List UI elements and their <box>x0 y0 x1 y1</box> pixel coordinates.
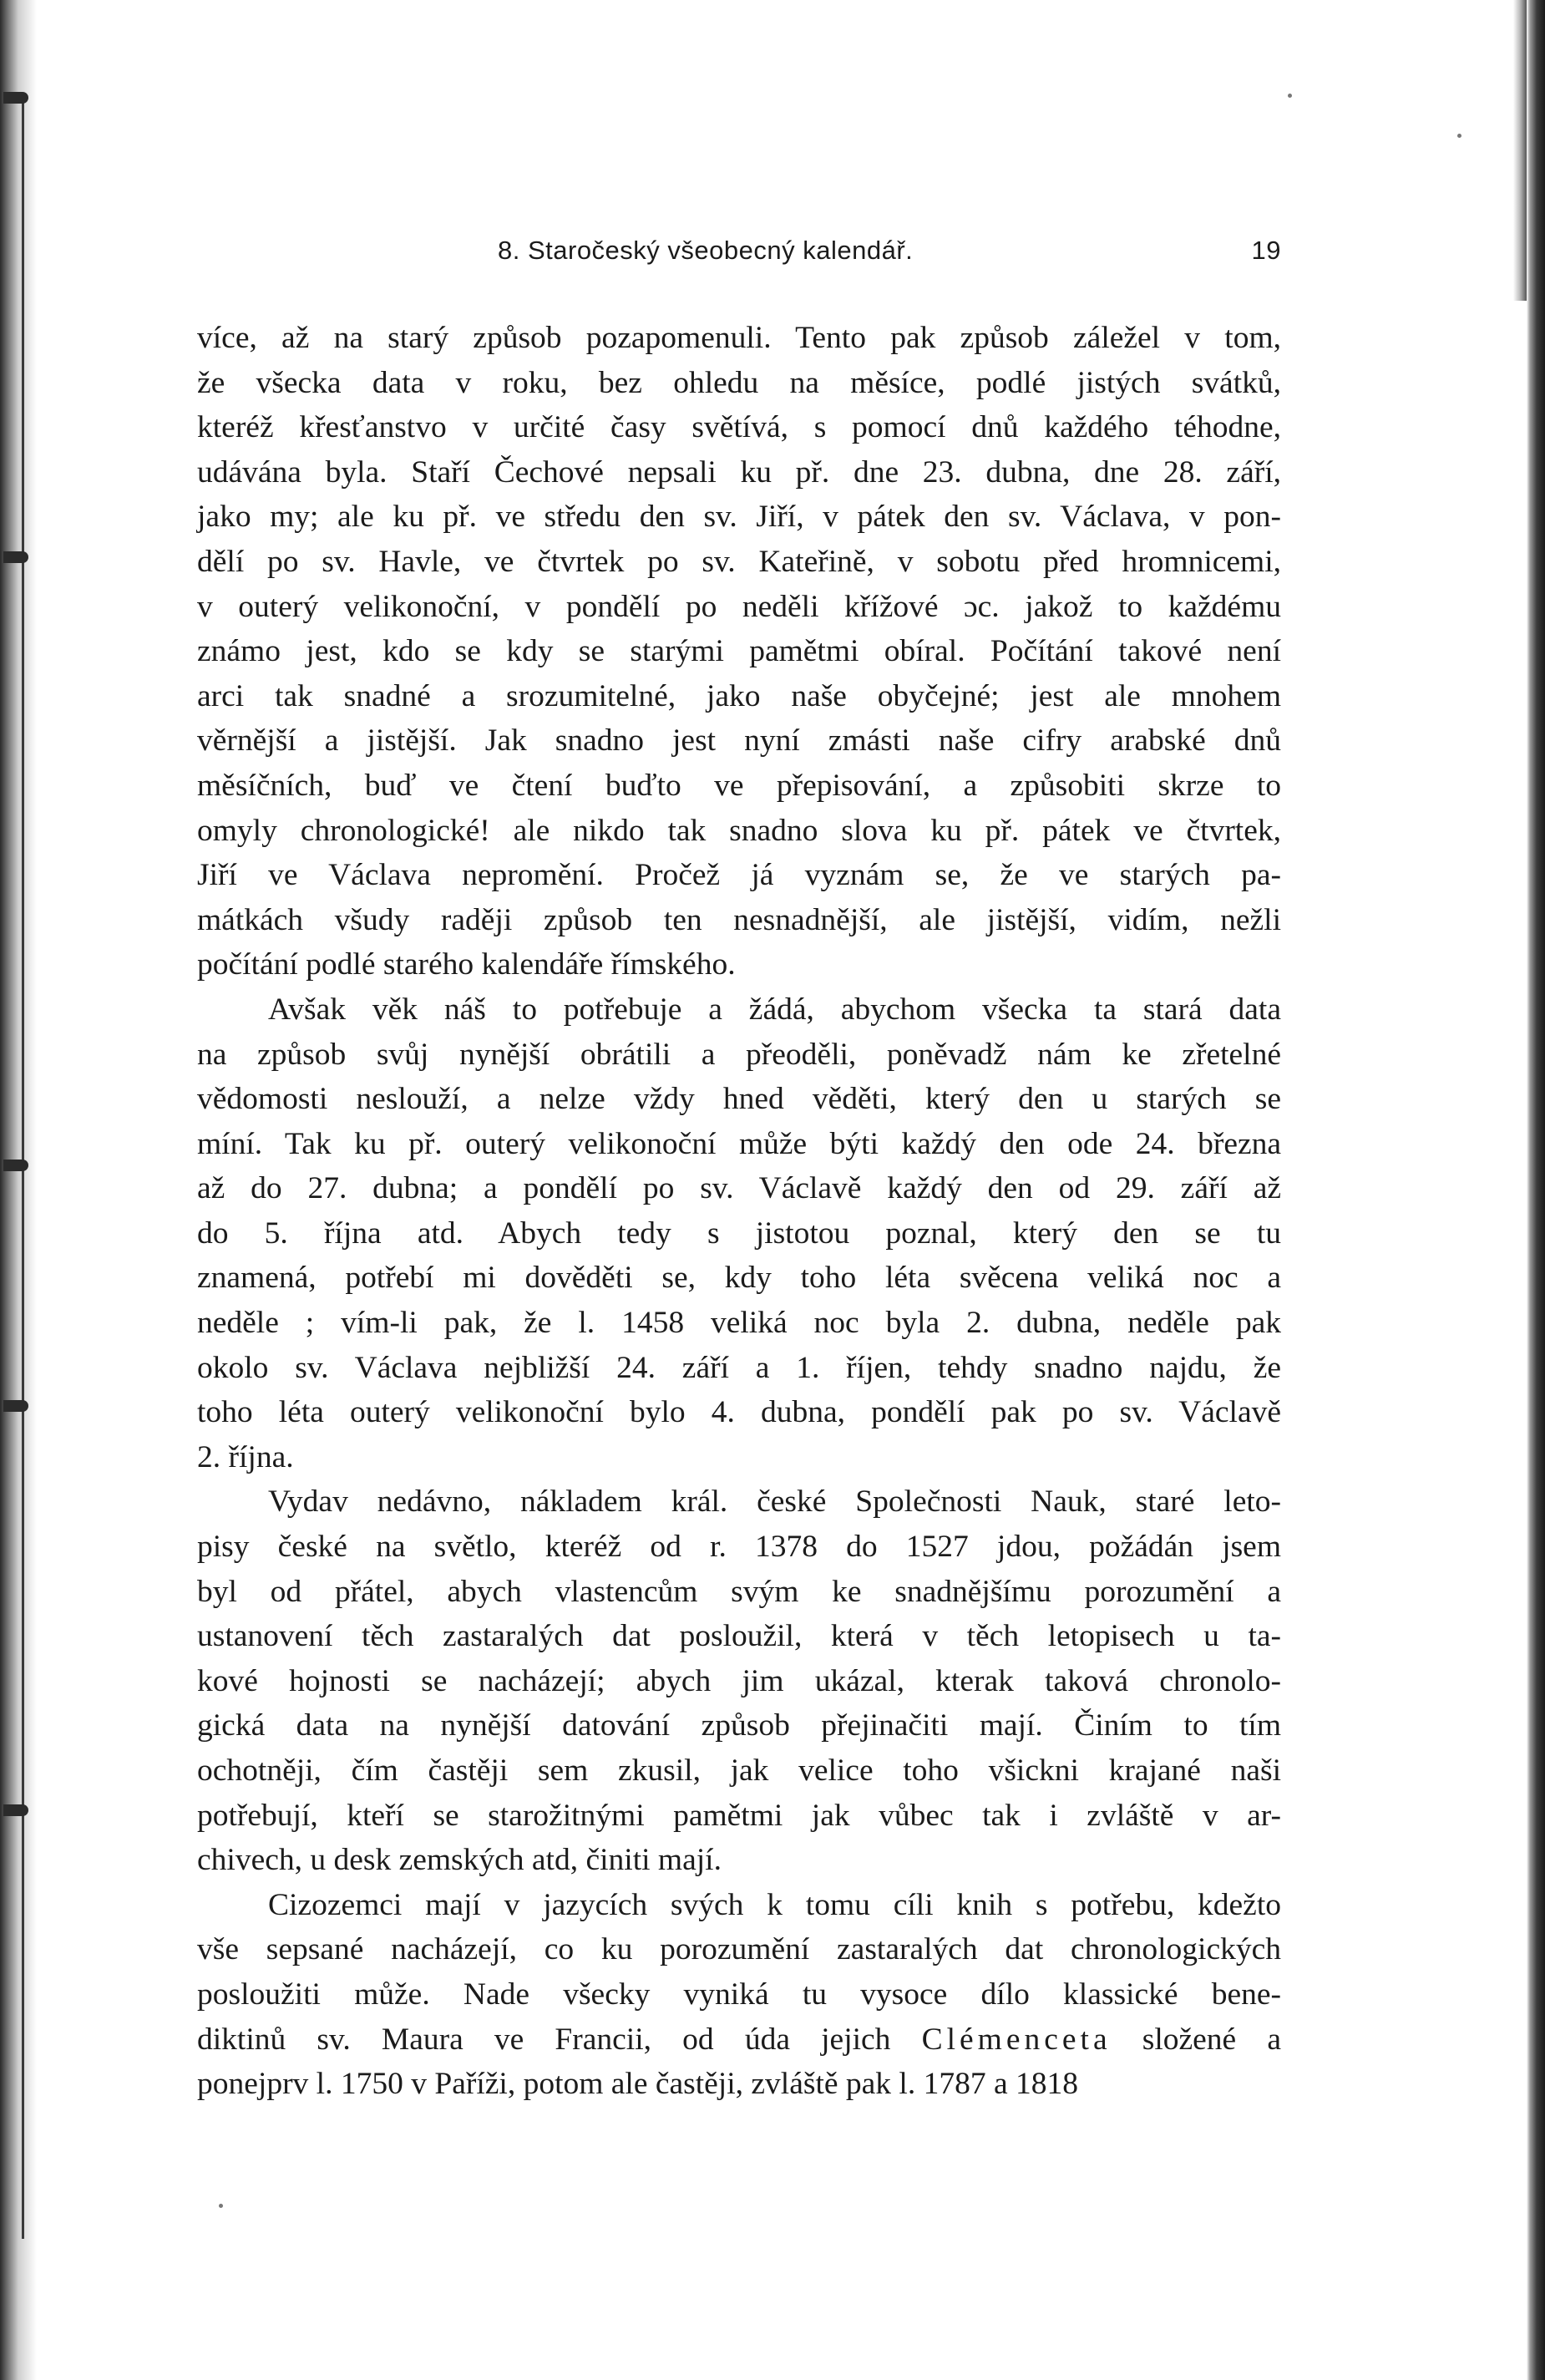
binding-mark <box>3 92 28 104</box>
scan-speck <box>1288 94 1292 98</box>
text-line: ustanovení těch zastaralých dat posloužil, která v těch letopisech u ta- <box>197 1619 1281 1654</box>
text-line: ponejprv l. 1750 v Paříži, potom ale častěji, zvláště pak l. 1787 a 1818 <box>197 2067 1078 2102</box>
text-line: vědomosti neslouží, a nelze vždy hned věděti, který den u starých se <box>197 1082 1281 1117</box>
text-line: 2. října. <box>197 1439 294 1474</box>
text-line: známo jest, kdo se kdy se starými pamětmi obíral. Počítání takové není <box>197 634 1281 669</box>
text-line: diktinů sv. Maura ve Francii, od úda jejich Clémenceta složené a <box>197 2022 1281 2057</box>
scan-speck <box>1457 134 1461 138</box>
text-line: pisy české na světlo, kteréž od r. 1378 do 1527 jdou, požádán jsem <box>197 1530 1281 1565</box>
text-line: v outerý velikonoční, v pondělí po neděli křížové ɔc. jakož to každému <box>197 589 1281 624</box>
text-line: potřebují, kteří se starožitnými pamětmi jak vůbec tak i zvláště v ar- <box>197 1798 1281 1833</box>
text-line: znamená, potřebí mi dověděti se, kdy toho léta svěcena veliká noc a <box>197 1261 1281 1296</box>
text-line: na způsob svůj nynější obrátili a přeoděli, poněvadž nám ke zřetelné <box>197 1037 1281 1072</box>
running-head <box>197 236 1281 276</box>
text-line: Avšak věk náš to potřebuje a žádá, abychom všecka ta stará data <box>268 992 1281 1027</box>
text-line: že všecka data v roku, bez ohledu na měsíce, podlé jistých svátků, <box>197 365 1281 400</box>
page-edge-shadow <box>1527 0 1545 2380</box>
text-line: míní. Tak ku př. outerý velikonoční může býti každý den ode 24. března <box>197 1126 1281 1161</box>
binding-shadow <box>0 0 37 2380</box>
text-line: více, až na starý způsob pozapomenuli. Tento pak způsob záležel v tom, <box>197 321 1281 355</box>
text-line: vše sepsané nacházejí, co ku porozumění zastaralých dat chronologických <box>197 1932 1281 1967</box>
page-edge-shadow-top <box>1513 0 1527 301</box>
page-number: 19 <box>1251 236 1281 265</box>
text-line: arci tak snadné a srozumitelné, jako naše obyčejné; jest ale mnohem <box>197 678 1281 713</box>
text-line: kteréž křesťanstvo v určité časy světívá, s pomocí dnů každého téhodne, <box>197 410 1281 445</box>
body-text <box>197 316 1281 2107</box>
chapter-title: 8. Staročeský všeobecný kalendář. <box>498 236 914 265</box>
text-line: věrnější a jistější. Jak snadno jest nyní zmásti naše cifry arabské dnů <box>197 723 1281 759</box>
text-line: okolo sv. Václava nejbližší 24. září a 1. říjen, tehdy snadno najdu, že <box>197 1350 1281 1385</box>
text-line: ochotněji, čím častěji sem zkusil, jak velice toho všickni krajané naši <box>197 1753 1281 1788</box>
text-line: Vydav nedávno, nákladem král. české Společnosti Nauk, staré leto- <box>268 1484 1281 1520</box>
binding-mark <box>3 1400 28 1412</box>
text-line: omyly chronologické! ale nikdo tak snadno slova ku př. pátek ve čtvrtek, <box>197 813 1281 848</box>
text-line: neděle ; vím-li pak, že l. 1458 veliká noc byla 2. dubna, neděle pak <box>197 1306 1281 1341</box>
text-line: počítání podlé starého kalendáře římského. <box>197 947 736 982</box>
book-page <box>197 236 1281 2107</box>
text-line: posloužiti může. Nade všecky vyniká tu vysoce dílo klassické bene- <box>197 1977 1281 2012</box>
spaced-name: Clémenceta <box>921 2022 1112 2057</box>
text-line: jako my; ale ku př. ve středu den sv. Jiří, v pátek den sv. Václava, v pon- <box>197 500 1281 535</box>
scan-speck <box>219 2204 223 2208</box>
binding-mark <box>3 1160 28 1171</box>
text-line: až do 27. dubna; a pondělí po sv. Václavě každý den od 29. září až <box>197 1171 1281 1206</box>
text-line: gická data na nynější datování způsob přejinačiti mají. Činím to tím <box>197 1708 1281 1743</box>
text-line: do 5. října atd. Abych tedy s jistotou poznal, který den se tu <box>197 1215 1281 1251</box>
text-line: Jiří ve Václava nepromění. Pročež já vyznám se, že ve starých pa- <box>197 858 1281 893</box>
text-line: kové hojnosti se nacházejí; abych jim ukázal, kterak taková chronolo- <box>197 1663 1281 1698</box>
text-line: mátkách všudy raději způsob ten nesnadnější, ale jistější, vidím, nežli <box>197 902 1281 937</box>
text-line: udávána byla. Staří Čechové nepsali ku př. dne 23. dubna, dne 28. září, <box>197 454 1281 490</box>
text-line: byl od přátel, abych vlastencům svým ke snadnějšímu porozumění a <box>197 1574 1281 1609</box>
text-line: chivech, u desk zemských atd, činiti mají. <box>197 1843 722 1878</box>
text-line: dělí po sv. Havle, ve čtvrtek po sv. Kateřině, v sobotu před hromnicemi, <box>197 544 1281 579</box>
text-line: měsíčních, buď ve čtení buďto ve přepisování, a způsobiti skrze to <box>197 768 1281 803</box>
binding-mark <box>3 1804 28 1816</box>
binding-mark <box>3 551 28 563</box>
text-line: Cizozemci mají v jazycích svých k tomu cíli knih s potřebu, kdežto <box>268 1887 1281 1922</box>
text-line: toho léta outerý velikonoční bylo 4. dubna, pondělí pak po sv. Václavě <box>197 1395 1281 1430</box>
